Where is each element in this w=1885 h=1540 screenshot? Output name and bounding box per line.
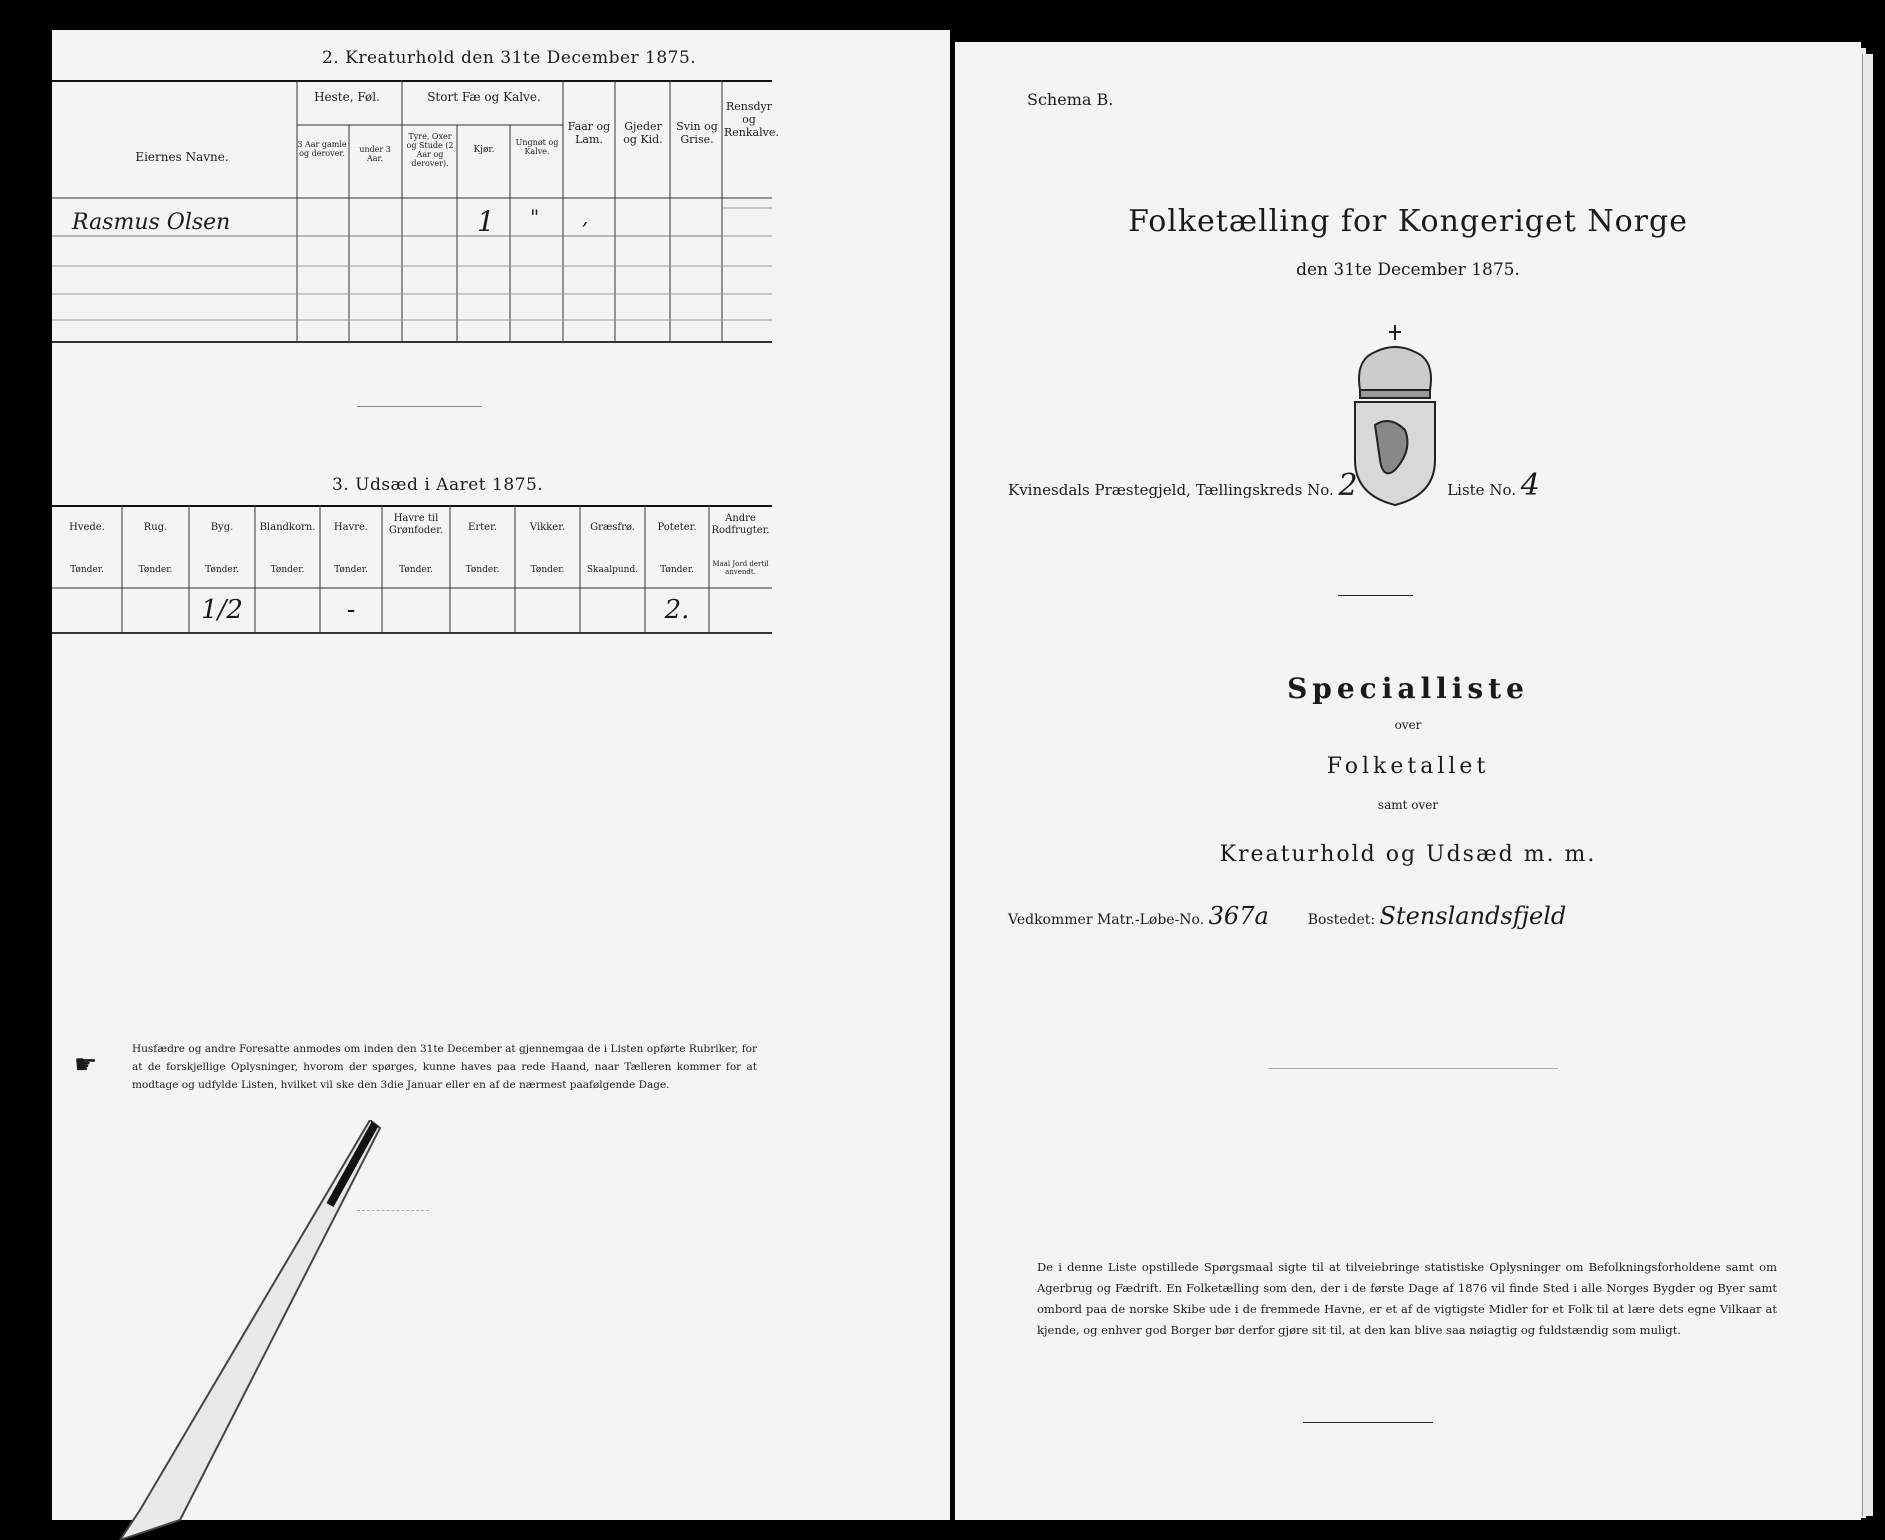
goats-header: Gjeder og Kid. xyxy=(623,120,663,146)
matr-label: Vedkommer Matr.-Løbe-No. xyxy=(1008,912,1205,928)
seed-header-10: Andre Rodfrugter. xyxy=(711,513,770,536)
seed-unit-4: Tønder. xyxy=(334,565,368,575)
seed-value-2: 1/2 xyxy=(201,595,243,625)
bulls-header: Tyre, Oxer og Stude (2 Aar og derover). xyxy=(406,132,454,168)
seed-header-3: Blandkorn. xyxy=(259,522,316,533)
over-label: over xyxy=(1394,718,1422,732)
seed-unit-7: Tønder. xyxy=(530,565,565,575)
seed-unit-9: Tønder. xyxy=(660,565,694,575)
pen-icon xyxy=(60,1120,440,1540)
row-cows: 1 xyxy=(477,205,495,238)
bostedet-value: Stenslandsfjeld xyxy=(1379,902,1567,930)
right-page xyxy=(955,42,1861,1520)
prestegjeld-label: Præstegjeld, xyxy=(1094,481,1191,499)
list-no: 4 xyxy=(1520,468,1540,503)
seed-unit-8: Skaalpund. xyxy=(586,565,639,575)
census-title: Folketælling for Kongeriget Norge xyxy=(1128,204,1688,239)
matr-no: 367a xyxy=(1208,902,1269,930)
seed-header-1: Rug. xyxy=(143,522,168,533)
seed-header-9: Poteter. xyxy=(657,522,697,533)
seed-unit-5: Tønder. xyxy=(399,565,433,575)
horses-young-header: under 3 Aar. xyxy=(359,145,391,163)
seed-unit-10: Maal Jord dertil anvendt. xyxy=(712,560,769,576)
row-young: " xyxy=(530,205,540,229)
kreatur-line: Kreaturhold og Udsæd m. m. xyxy=(1219,842,1597,867)
cows-header: Kjør. xyxy=(473,145,495,155)
row-owner: Rasmus Olsen xyxy=(72,210,231,235)
pigs-header: Svin og Grise. xyxy=(676,120,718,146)
seed-header-7: Vikker. xyxy=(529,522,566,533)
seed-header-6: Erter. xyxy=(468,522,497,533)
seed-unit-2: Tønder. xyxy=(205,565,239,575)
seed-value-4: - xyxy=(346,595,356,625)
owner-header: Eiernes Navne. xyxy=(135,150,229,164)
samt-over: samt over xyxy=(1377,798,1439,812)
seed-unit-1: Tønder. xyxy=(138,565,173,575)
parish-name: Kvinesdals xyxy=(1008,481,1090,499)
seed-value-9: 2. xyxy=(664,595,690,625)
list-label: Liste No. xyxy=(1447,481,1516,499)
page-edge xyxy=(1862,54,1873,1516)
horses-old-header: 3 Aar gamle og derover. xyxy=(297,140,347,158)
bostedet-label: Bostedet: xyxy=(1307,912,1376,928)
row-sheep: , xyxy=(582,205,589,229)
seed-unit-3: Tønder. xyxy=(270,565,305,575)
district-no: 2 xyxy=(1338,468,1358,503)
seed-header-4: Havre. xyxy=(333,522,369,533)
seed-header-2: Byg. xyxy=(210,522,234,533)
specialliste-title: Specialliste xyxy=(1287,672,1529,705)
pointing-hand-icon: ☛ xyxy=(74,1050,98,1080)
folketallet: Folketallet xyxy=(1326,754,1490,779)
census-date: den 31te December 1875. xyxy=(1296,260,1520,280)
seed-header-5: Havre til Grønfoder. xyxy=(388,513,444,536)
reindeer-header: Rensdyr og Renkalve. xyxy=(724,100,779,139)
horses-header: Heste, Føl. xyxy=(314,90,380,104)
seed-unit-6: Tønder. xyxy=(465,565,500,575)
section3-title: 3. Udsæd i Aaret 1875. xyxy=(332,475,544,495)
young-cattle-header: Ungnøt og Kalve. xyxy=(515,138,559,156)
district-label: Tællingskreds No. xyxy=(1195,481,1334,499)
cattle-header: Stort Fæ og Kalve. xyxy=(427,90,541,104)
sheep-header: Faar og Lam. xyxy=(567,120,611,146)
schema-label: Schema B. xyxy=(1027,90,1114,109)
seed-header-row xyxy=(52,530,772,590)
matr-line xyxy=(1008,902,1566,930)
parish-line xyxy=(1008,468,1540,503)
footnote: Husfædre og andre Foresatte anmodes om inden den 31te December at gjennemgaa de i Listen opførte Rubriker, for at de forskjellige Oplysninger, hvorom der spørges, kunne haves paa rede Haand, naar Tælleren kommer for at modtage og udfylde Listen, hvilket vil ske den 3die Januar eller en af de nærmest paafølgende Dage. xyxy=(132,1043,757,1091)
seed-unit-0: Tønder. xyxy=(70,565,104,575)
seed-header-0: Hvede. xyxy=(69,522,105,533)
section2-title: 2. Kreaturhold den 31te December 1875. xyxy=(322,48,697,68)
intro-paragraph: De i denne Liste opstillede Spørgsmaal sigte til at tilveiebringe statistiske Oplysninger om Befolkningsforholdene samt om Agerbrug og Fædrift. En Folketælling som den, der i de første Dage af 1876 vil finde Sted i alle Norges Bygder og Byer samt ombord paa de norske Skibe ude i de fremmede Havne, er et af de vigtigste Midler for et Folk til at lære dets egne Vilkaar at kjende, og enhver god Borger bør derfor gjøre sit til, at den kan blive saa nøiagtig og fuldstændig som muligt. xyxy=(1037,1260,1777,1337)
seed-header-8: Græsfrø. xyxy=(590,522,635,533)
